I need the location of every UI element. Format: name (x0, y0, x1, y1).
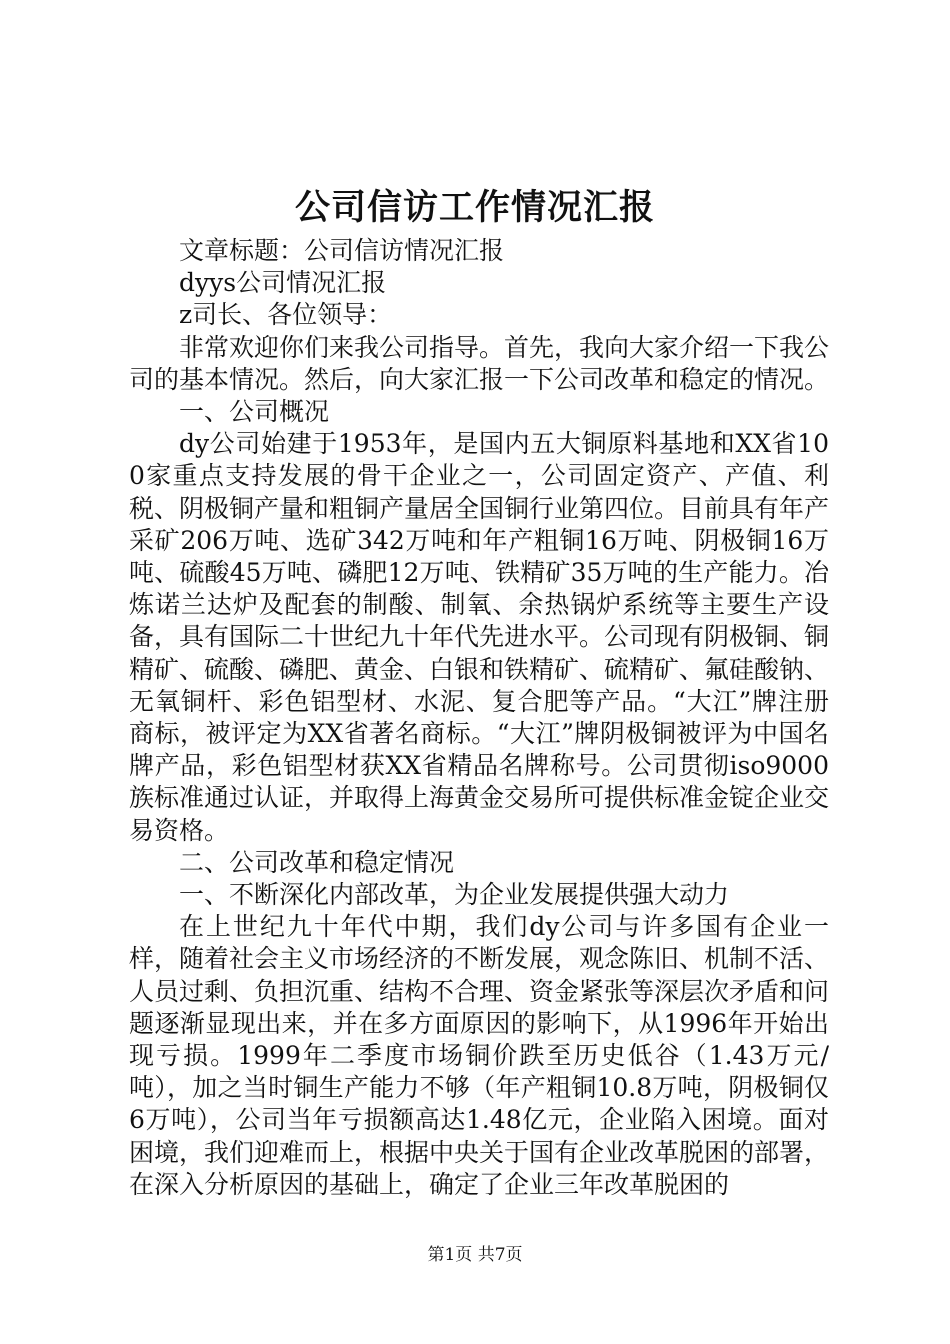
section-heading-company-overview: 一、公司概况 (179, 397, 330, 427)
paragraph-introduction: 非常欢迎你们来我公司指导。首先，我向大家介绍一下我公司的基本情况。然后，向大家汇报一下公司改革和稳定的情况。 (129, 332, 830, 394)
paragraph-salutation: z司长、各位领导： (179, 300, 393, 330)
paragraph-company-overview: dy公司始建于1953年，是国内五大铜原料基地和XX省100家重点支持发展的骨干企业之一，公司固定资产、产值、利税、阴极铜产量和粗铜产量居全国铜行业第四位。目前具有年产采矿206万吨、选矿342万吨和年产粗铜16万吨、阴极铜16万吨、硫酸45万吨、磷肥12万吨、铁精矿35万吨的生产能力。冶炼诺兰达炉及配套的制酸、制氧、余热锅炉系统等主要生产设备，具有国际二十世纪九十年代先进水平。公司现有阴极铜、铜精矿、硫酸、磷肥、黄金、白银和铁精矿、硫精矿、氟硅酸钠、无氧铜杆、彩色铝型材、水泥、复合肥等产品。“大江”牌注册商标，被评定为XX省著名商标。“大江”牌阴极铜被评为中国名牌产品，彩色铝型材获XX省精品名牌称号。公司贯彻iso9000族标准通过认证，并取得上海黄金交易所可提供标准金锭企业交易资格。 (129, 429, 830, 845)
document-body (129, 235, 829, 1201)
document-title: 公司信访工作情况汇报 (294, 187, 655, 228)
subsection-heading-deepen-reform: 一、不断深化内部改革，为企业发展提供强大动力 (179, 880, 730, 910)
paragraph-report-name: dyys公司情况汇报 (179, 268, 387, 298)
paragraph-article-title: 文章标题：公司信访情况汇报 (179, 236, 505, 265)
page-footer: 第1页 共7页 (427, 1245, 523, 1265)
section-heading-reform-stability: 二、公司改革和稳定情况 (179, 847, 455, 877)
paragraph-reform-history: 在上世纪九十年代中期，我们dy公司与许多国有企业一样，随着社会主义市场经济的不断发展，观念陈旧、机制不活、人员过剩、负担沉重、结构不合理、资金紧张等深层次矛盾和问题逐渐显现出来，并在多方面原因的影响下，从1996年开始出现亏损。1999年二季度市场铜价跌至历史低谷（1.43万元/吨），加之当时铜生产能力不够（年产粗铜10.8万吨，阴极铜仅6万吨），公司当年亏损额高达1.48亿元，企业陷入困境。面对困境，我们迎难而上，根据中央关于国有企业改革脱困的部署，在深入分析原因的基础上，确定了企业三年改革脱困的 (129, 912, 830, 1199)
